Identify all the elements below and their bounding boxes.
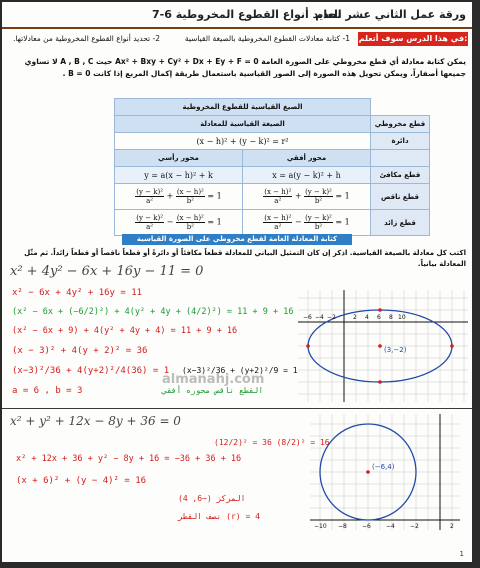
ellipse-vertical-formula: $\frac{\text{(y − k)²}}{\text{a²}}$ + $\frac{\text{(x − h)²}}{\text{b²}}$ = 1 [115,184,243,210]
p1-step-3: (x² − 6x + 9) + 4(y² + 4y + 4) = 11 + 9 + 16 [12,326,238,336]
circle-center-point [366,470,370,474]
svg-text:4: 4 [365,314,369,321]
vertical-axis-header: محور رأسي [115,150,243,167]
worksheet-title: ورقة عمل الثاني عشر العام [315,8,466,21]
exercise-instruction: اكتب كل معادلة بالصيغة القياسية. اذكر إن كان التمثيل البياني للمعادلة قطعاً مكافئاً أو دائرةً أو قطعاً ناقصاً أو قطعاً زائداً. ثم مثّل المعادلة بيانياً. [24,249,466,268]
ellipse-horizontal-formula: $\frac{\text{(x − h)²}}{\text{a²}}$ + $\frac{\text{(y − k)²}}{\text{b²}}$ = 1 [243,184,371,210]
svg-text:−2: −2 [410,523,419,530]
svg-text:8: 8 [389,314,393,321]
problems-divider [2,408,472,409]
table-caption: الصيغ القياسية للقطوع المخروطية [115,99,371,116]
svg-text:−6: −6 [303,314,312,321]
svg-text:−4: −4 [386,523,395,530]
p1-step-5: (x−3)²/36 + 4(y+2)²/4(36) = 1 [12,366,170,376]
svg-text:2: 2 [450,523,454,530]
table-header-formula: الصيغة القياسية للمعادلة [115,116,371,133]
circle-formula: (x − h)² + (y − k)² = r² [115,133,371,150]
problem-1-graph [298,290,468,402]
hyperbola-horizontal-formula: $\frac{\text{(x − h)²}}{\text{a²}}$ − $\frac{\text{(y − k)²}}{\text{b²}}$ = 1 [243,210,371,236]
p2-step-1: x² + 12x + 36 + y² − 8y + 16 = −36 + 36 + 16 [16,454,242,464]
page-number: 1 [459,550,464,558]
problem-1-equation: x² + 4y² − 6x + 16y − 11 = 0 [10,264,204,279]
svg-text:2: 2 [353,314,357,321]
watermark-text: almanahj.com [162,372,265,387]
circle-center-label: (−6,4) [372,463,395,471]
svg-text:−8: −8 [338,523,347,530]
p2-center: المركز (−6, 4) [178,494,246,503]
intro-line-2: جميعها أصفاراً. ويمكن تحويل هذه الصورة إلى الصور القياسية باستعمال طريقة إكمال المربع إذا كانت B = 0 . [62,69,466,78]
standard-forms-table [114,98,430,236]
svg-text:−10: −10 [314,523,327,530]
ellipse-center-label: (3,−2) [384,346,407,354]
hyperbola-vertical-formula: $\frac{\text{(y − k)²}}{\text{a²}}$ − $\frac{\text{(x − h)²}}{\text{b²}}$ = 1 [115,210,243,236]
goal-item-2: 2- تحديد أنواع القطوع المخروطية من معادلاتها. [13,34,160,43]
p1-step-4: (x − 3)² + 4(y + 2)² = 36 [12,346,148,356]
header-bar [2,2,472,28]
problem-2-graph [310,414,460,530]
svg-text:−6: −6 [362,523,371,530]
p1-step-6: (x−3)²/36 + (y+2)²/9 = 1 [182,366,298,375]
p1-step-1: x² − 6x + 4y² + 16y = 11 [12,288,143,298]
section-banner: كتابة المعادلة العامة لقطع مخروطي على الصورة القياسية [122,234,352,245]
lesson-title: 7-6 تحديد أنواع القطوع المخروطية [152,8,342,21]
p1-conclusion: القطع ناقص محوره أفقي [162,386,264,395]
p2-step-2: (x + 6)² + (y − 4)² = 16 [16,476,147,486]
goal-item-1: 1- كتابة معادلات القطوع المخروطية بالصيغة القياسية [184,34,350,43]
p1-step-2: (x² − 6x + (−6/2)²) + 4(y² + 4y + (4/2)²) = 11 + 9 + 16 [12,307,294,317]
svg-text:10: 10 [398,314,406,321]
parabola-vertical-formula: y = a(x − h)² + k [115,167,243,184]
horizontal-axis-header: محور أفقي [243,150,371,167]
svg-text:−2: −2 [327,314,336,321]
svg-text:6: 6 [377,314,381,321]
goals-badge: في هذا الدرس سوف أتعلم: [358,32,468,46]
parabola-label: قطع مكافئ [371,167,430,184]
svg-text:−4: −4 [315,314,324,321]
circle-label: دائرة [371,133,430,150]
hyperbola-label: قطع زائد [371,210,430,236]
p1-step-7: a = 6 , b = 3 [12,386,83,396]
worksheet-page [2,2,472,562]
problem-2-equation: x² + y² + 12x − 8y + 36 = 0 [10,414,181,428]
ellipse-label: قطع ناقص [371,184,430,210]
intro-line-1: يمكن كتابة معادلة أي قطع مخروطي على الصورة العامة Ax² + Bxy + Cy² + Dx + Ey + F = 0 حيث A , B , C لا تساوي [24,57,466,66]
ellipse-center-point [378,344,382,348]
header-divider [2,27,472,29]
table-header-type: قطع مخروطي [371,116,430,133]
p2-side-note: (12/2)² = 36 (8/2)² = 16 [214,438,330,447]
parabola-horizontal-formula: x = a(y − k)² + h [243,167,371,184]
p2-radius: نصف القطر (r) = 4 [178,512,260,521]
